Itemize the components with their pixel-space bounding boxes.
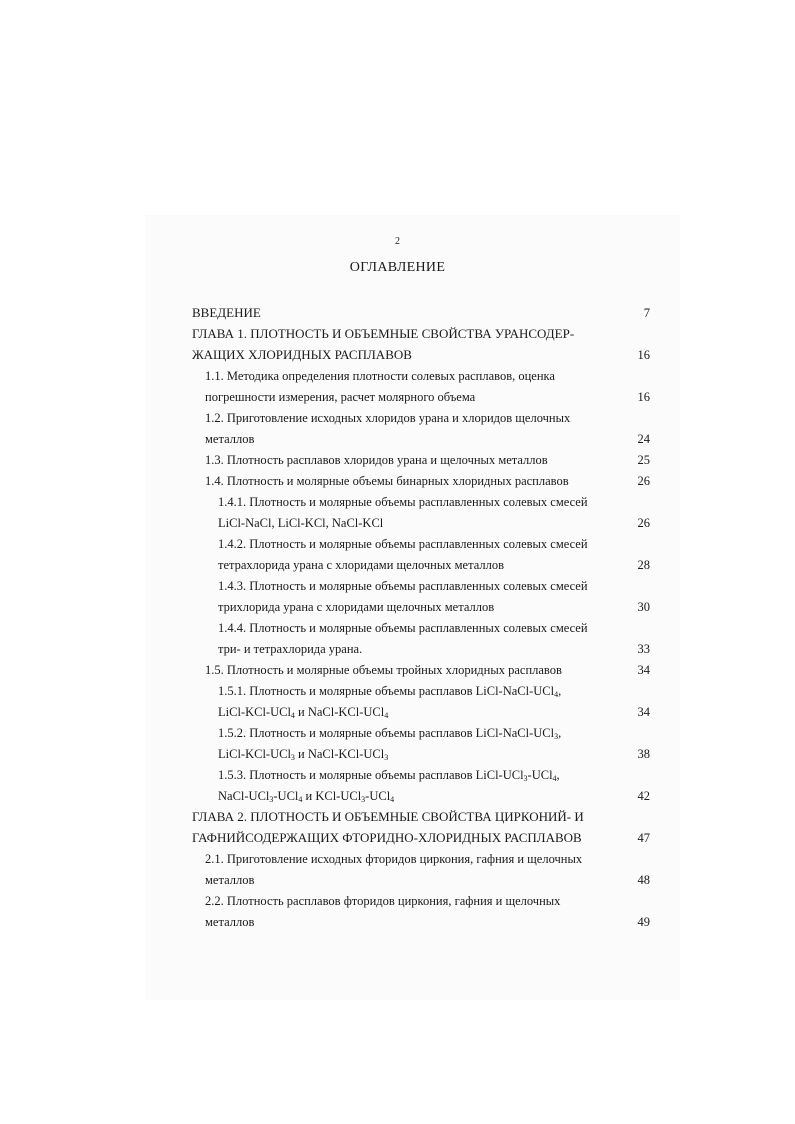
- toc-entry-line: LiCl-KCl-UCl$_3$ и NaCl-KCl-UCl$_3$: [218, 747, 389, 762]
- page-number: 2: [395, 236, 400, 247]
- toc-entry-line: 1.4.2. Плотность и молярные объемы расплавленных солевых смесей: [218, 537, 588, 551]
- toc-entry-line: 1.5. Плотность и молярные объемы тройных хлоридных расплавов: [205, 663, 562, 677]
- toc-entry-line: 1.5.2. Плотность и молярные объемы расплавов LiCl-NaCl-UCl$_3$,: [218, 726, 562, 741]
- toc-page-number: 30: [637, 600, 650, 614]
- toc-page-number: 47: [637, 831, 650, 845]
- toc-page-number: 48: [637, 873, 650, 887]
- toc-page-number: 34: [637, 705, 650, 719]
- toc-entry-line: металлов: [205, 915, 255, 929]
- toc-entry-line: 1.4.4. Плотность и молярные объемы расплавленных солевых смесей: [218, 621, 588, 635]
- toc-page-number: 34: [637, 663, 650, 677]
- toc-entry-line: 1.5.3. Плотность и молярные объемы расплавов LiCl-UCl$_3$-UCl$_4$,: [218, 768, 560, 783]
- toc-entry-line: LiCl-NaCl, LiCl-KCl, NaCl-KCl: [218, 516, 384, 530]
- toc-entry-line: NaCl-UCl$_3$-UCl$_4$ и KCl-UCl$_3$-UCl$_4$: [218, 789, 395, 804]
- toc-entry-line: ВВЕДЕНИЕ: [192, 305, 261, 320]
- toc-page-number: 16: [637, 348, 650, 362]
- toc-entry-line: 2.2. Плотность расплавов фторидов циркония, гафния и щелочных: [205, 894, 561, 908]
- toc-entry-line: 1.3. Плотность расплавов хлоридов урана и щелочных металлов: [205, 453, 548, 467]
- toc-entry-line: LiCl-KCl-UCl$_4$ и NaCl-KCl-UCl$_4$: [218, 705, 389, 720]
- toc-page-number: 7: [643, 306, 650, 320]
- toc-page-number: 49: [637, 915, 650, 929]
- toc-entry-line: 1.4. Плотность и молярные объемы бинарных хлоридных расплавов: [205, 474, 569, 488]
- toc-entry-line: 1.1. Методика определения плотности солевых расплавов, оценка: [205, 369, 555, 383]
- page-title: ОГЛАВЛЕНИЕ: [349, 260, 446, 275]
- toc-page-number: 28: [637, 558, 650, 572]
- toc-entry-line: тетрахлорида урана с хлоридами щелочных металлов: [218, 558, 504, 572]
- toc-page-number: 16: [637, 390, 650, 404]
- toc-page-number: 25: [637, 453, 650, 467]
- toc-page-number: 38: [637, 747, 650, 761]
- toc-entry-line: металлов: [205, 873, 255, 887]
- toc-entry-line: 1.2. Приготовление исходных хлоридов урана и хлоридов щелочных: [205, 411, 571, 425]
- toc-page-number: 26: [637, 474, 650, 488]
- toc-entry-line: ЖАЩИХ ХЛОРИДНЫХ РАСПЛАВОВ: [192, 347, 412, 362]
- toc-entry-line: 1.4.1. Плотность и молярные объемы расплавленных солевых смесей: [218, 495, 588, 509]
- toc-entry-line: ГЛАВА 2. ПЛОТНОСТЬ И ОБЪЕМНЫЕ СВОЙСТВА ЦИРКОНИЙ- И: [192, 809, 584, 824]
- toc-page-number: 24: [637, 432, 650, 446]
- toc-page-number: 26: [637, 516, 650, 530]
- toc-page-number: 33: [637, 642, 650, 656]
- toc-entry-line: погрешности измерения, расчет молярного объема: [205, 390, 476, 404]
- toc-entry-line: три- и тетрахлорида урана.: [218, 642, 363, 656]
- toc-entry-line: ГЛАВА 1. ПЛОТНОСТЬ И ОБЪЕМНЫЕ СВОЙСТВА УРАНСОДЕР-: [192, 326, 575, 341]
- toc-entry-line: ГАФНИЙСОДЕРЖАЩИХ ФТОРИДНО-ХЛОРИДНЫХ РАСПЛАВОВ: [192, 830, 582, 845]
- toc-page-number: 42: [637, 789, 650, 803]
- toc-entry-line: 2.1. Приготовление исходных фторидов циркония, гафния и щелочных: [205, 852, 583, 866]
- toc-entry-line: 1.5.1. Плотность и молярные объемы расплавов LiCl-NaCl-UCl$_4$,: [218, 684, 562, 699]
- toc-entry-line: трихлорида урана с хлоридами щелочных металлов: [218, 600, 495, 614]
- toc-entry-line: 1.4.3. Плотность и молярные объемы расплавленных солевых смесей: [218, 579, 588, 593]
- toc-entry-line: металлов: [205, 432, 255, 446]
